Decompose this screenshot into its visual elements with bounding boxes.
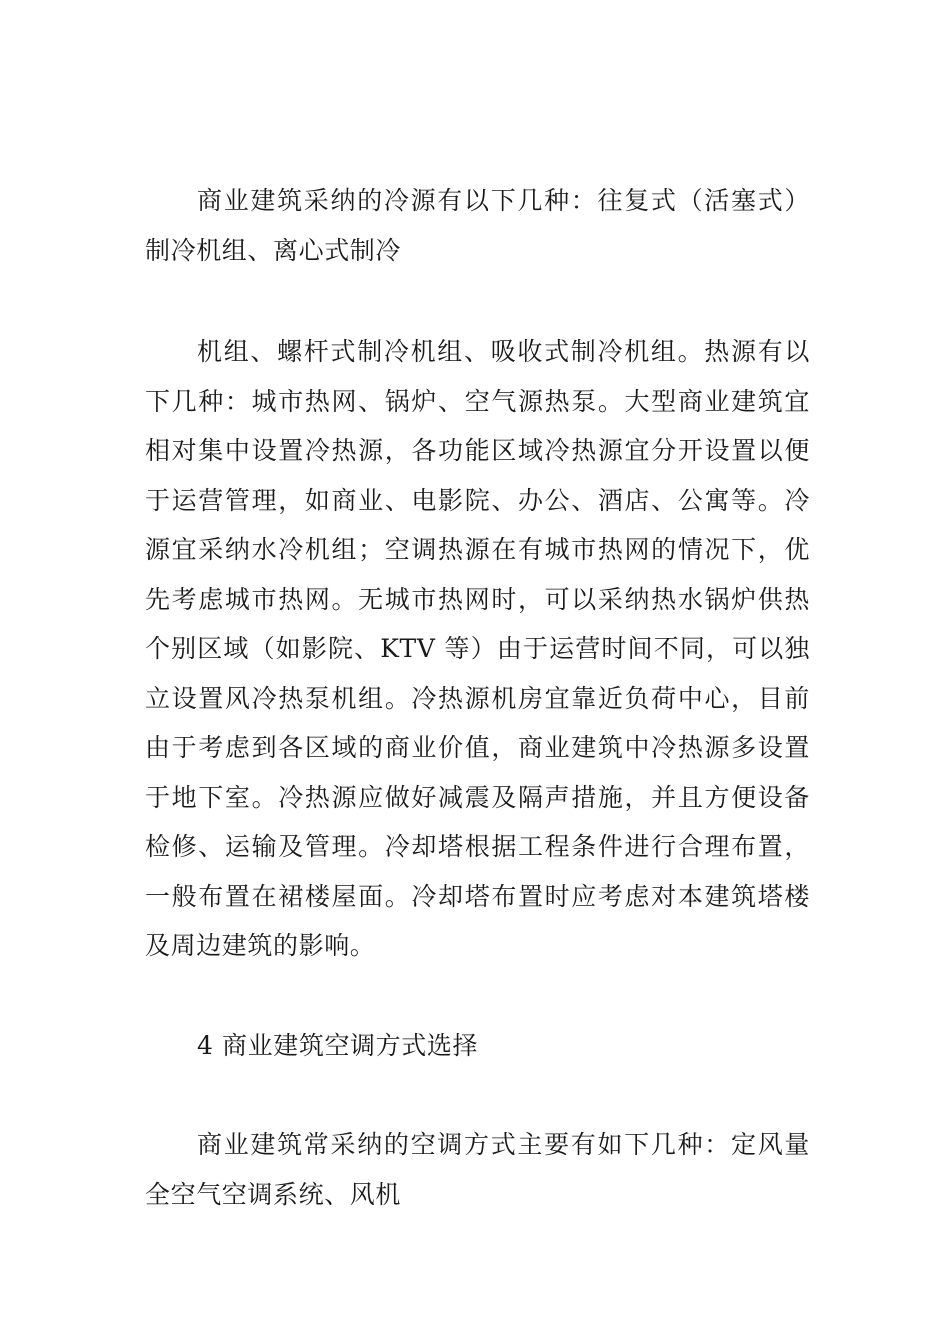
paragraph-cold-heat-sources: 机组、螺杆式制冷机组、吸收式制冷机组。热源有以下几种：城市热网、锅炉、空气源热泵。大型商业建筑宜相对集中设置冷热源，各功能区域冷热源宜分开设置以便于运营管理，如商业、电影院、办公、酒店、公寓等。冷源宜采纳水冷机组；空调热源在有城市热网的情况下，优先考虑城市热网。无城市热网时，可以采纳热水锅炉供热个别区域（如影院、KTV 等）由于运营时间不同，可以独立设置风冷热泵机组。冷热源机房宜靠近负荷中心，目前由于考虑到各区域的商业价值，商业建筑中冷热源多设置于地下室。冷热源应做好减震及隔声措施，并且方便设备检修、运输及管理。冷却塔根据工程条件进行合理布置，一般布置在裙楼屋面。冷却塔布置时应考虑对本建筑塔楼及周边建筑的影响。 (145, 337, 810, 960)
section-heading-ac-mode-selection: 4 商业建筑空调方式选择 (197, 1031, 479, 1060)
paragraph-ac-modes: 商业建筑常采纳的空调方式主要有如下几种：定风量全空气空调系统、风机 (145, 1130, 810, 1209)
paragraph-cold-sources-intro: 商业建筑采纳的冷源有以下几种：往复式（活塞式）制冷机组、离心式制冷 (145, 186, 810, 265)
